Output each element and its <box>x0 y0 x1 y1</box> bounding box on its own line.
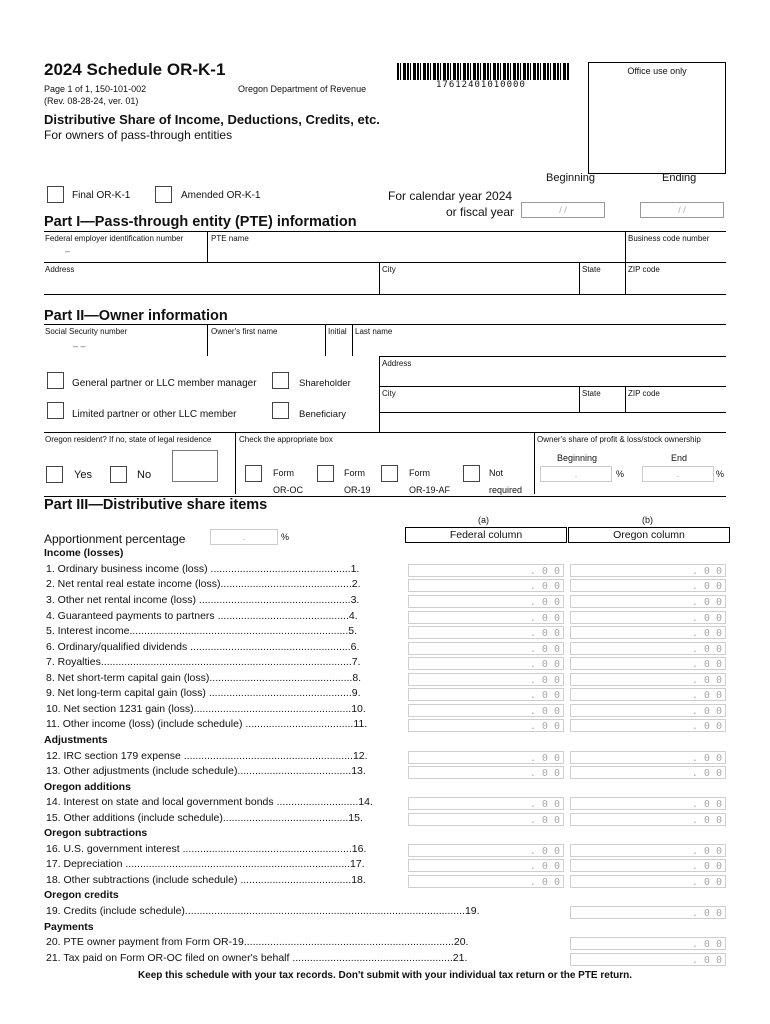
oregon-column-header: Oregon column <box>568 527 730 543</box>
final-checkbox[interactable] <box>47 186 64 203</box>
line-4-oregon-input[interactable]: . 0 0 <box>570 611 726 624</box>
line-10-label: 10. Net section 1231 gain (loss)......................................................10. <box>46 703 366 715</box>
first-name-label: Owner's first name <box>211 327 278 336</box>
pte-address-input[interactable] <box>45 277 375 292</box>
ownership-beginning-input[interactable]: . <box>540 466 612 482</box>
part2-title: Part II—Owner information <box>44 308 228 324</box>
form-heading: Distributive Share of Income, Deductions, Credits, etc. <box>44 112 380 127</box>
divider <box>44 294 726 295</box>
pct-sign: % <box>716 469 725 479</box>
divider <box>325 324 326 356</box>
divider <box>379 386 726 387</box>
line-16-oregon-input[interactable]: . 0 0 <box>570 844 726 857</box>
line-17-federal-input[interactable]: . 0 0 <box>408 859 564 872</box>
business-code-label: Business code number <box>628 234 710 243</box>
final-label: Final OR-K-1 <box>72 190 131 201</box>
line-4-label: 4. Guaranteed payments to partners .............................................4. <box>46 610 358 622</box>
ssn-input[interactable]: – – <box>73 341 86 351</box>
divider <box>207 231 208 262</box>
divider <box>352 324 353 356</box>
divider <box>44 262 726 263</box>
divider <box>625 262 626 294</box>
divider <box>379 356 726 357</box>
ownership-end-label: End <box>671 453 688 463</box>
line-10-oregon-input[interactable]: . 0 0 <box>570 704 726 717</box>
calendar-year-label: For calendar year 2024 <box>388 189 513 203</box>
line-14-label: 14. Interest on state and local government bonds ............................14. <box>46 796 373 808</box>
not-required-label-2: required <box>489 485 523 495</box>
line-19-oregon-input[interactable]: . 0 0 <box>570 906 726 919</box>
form-oroc-checkbox[interactable] <box>245 465 262 482</box>
divider <box>44 231 726 232</box>
apportionment-pct-sign: % <box>281 532 290 542</box>
general-partner-label: General partner or LLC member manager <box>72 378 257 389</box>
barcode <box>397 63 569 80</box>
apportionment-input[interactable]: . <box>210 529 278 545</box>
fein-label: Federal employer identification number <box>45 234 184 243</box>
line-14-oregon-input[interactable]: . 0 0 <box>570 797 726 810</box>
line-6-federal-input[interactable]: . 0 0 <box>408 642 564 655</box>
divider <box>44 496 726 497</box>
line-12-federal-input[interactable]: . 0 0 <box>408 751 564 764</box>
col-b-letter: (b) <box>642 515 653 525</box>
divider <box>379 412 726 413</box>
pte-city-input[interactable] <box>382 277 576 292</box>
divider <box>207 324 208 356</box>
line-16-federal-input[interactable]: . 0 0 <box>408 844 564 857</box>
fein-input[interactable]: – <box>65 246 71 256</box>
resident-no-checkbox[interactable] <box>110 466 127 483</box>
pte-name-label: PTE name <box>211 234 249 243</box>
state-of-residence-input[interactable] <box>172 450 218 482</box>
divider <box>379 262 380 294</box>
form-or19-label-2: OR-19 <box>344 485 371 495</box>
pte-state-label: State <box>582 265 601 274</box>
line-20-oregon-input[interactable]: . 0 0 <box>570 937 726 950</box>
part1-title: Part I—Pass-through entity (PTE) information <box>44 214 357 230</box>
line-7-federal-input[interactable]: . 0 0 <box>408 657 564 670</box>
check-appropriate-label: Check the appropriate box <box>239 435 333 444</box>
line-11-oregon-input[interactable]: . 0 0 <box>570 719 726 732</box>
line-5-oregon-input[interactable]: . 0 0 <box>570 626 726 639</box>
general-partner-checkbox[interactable] <box>47 372 64 389</box>
fiscal-year-label: or fiscal year <box>446 205 515 219</box>
owner-zip-input[interactable] <box>628 399 724 411</box>
line-2-label: 2. Net rental real estate income (loss).............................................2. <box>46 578 361 590</box>
divider <box>379 356 380 432</box>
line-3-federal-input[interactable]: . 0 0 <box>408 595 564 608</box>
line-14-federal-input[interactable]: . 0 0 <box>408 797 564 810</box>
initial-label: Initial <box>328 327 347 336</box>
ending-label: Ending <box>662 172 697 184</box>
initial-input[interactable] <box>328 341 350 355</box>
line-6-label: 6. Ordinary/qualified dividends .......................................................6. <box>46 641 360 653</box>
limited-partner-label: Limited partner or other LLC member <box>72 409 237 420</box>
last-name-input[interactable] <box>355 341 723 355</box>
limited-partner-checkbox[interactable] <box>47 402 64 419</box>
pte-city-label: City <box>382 265 396 274</box>
owner-city-input[interactable] <box>382 399 576 411</box>
page-info: Page 1 of 1, 150-101-002 <box>44 84 147 94</box>
form-oroc-label-2: OR-OC <box>273 485 303 495</box>
fiscal-begin-field[interactable]: / / <box>521 202 605 218</box>
footer-note: Keep this schedule with your tax records. Don't submit with your individual tax return or the PTE return. <box>137 970 633 981</box>
barcode-number: 17612401010000 <box>436 80 526 90</box>
line-5-label: 5. Interest income...........................................................................5. <box>46 625 358 637</box>
form-subheading: For owners of pass-through entities <box>44 128 233 142</box>
section-heading-credits: Oregon credits <box>44 889 119 901</box>
line-10-federal-input[interactable]: . 0 0 <box>408 704 564 717</box>
line-16-label: 16. U.S. government interest ..........................................................16. <box>46 843 367 855</box>
business-code-input[interactable] <box>628 246 724 260</box>
part3-title: Part III—Distributive share items <box>44 497 268 513</box>
line-1-federal-input[interactable]: . 0 0 <box>408 564 564 577</box>
line-9-oregon-input[interactable]: . 0 0 <box>570 688 726 701</box>
beneficiary-label: Beneficiary <box>299 409 346 420</box>
department: Oregon Department of Revenue <box>238 84 367 94</box>
divider <box>625 231 626 262</box>
fiscal-end-field[interactable]: / / <box>640 202 724 218</box>
line-20-label: 20. PTE owner payment from Form OR-19........................................................................20. <box>46 936 469 948</box>
line-13-oregon-input[interactable]: . 0 0 <box>570 766 726 779</box>
first-name-input[interactable] <box>210 341 322 355</box>
not-required-label-1: Not <box>489 468 504 478</box>
divider <box>579 386 580 412</box>
divider <box>235 432 236 494</box>
line-15-oregon-input[interactable]: . 0 0 <box>570 813 726 826</box>
owner-state-label: State <box>582 389 601 398</box>
line-7-oregon-input[interactable]: . 0 0 <box>570 657 726 670</box>
line-17-label: 17. Depreciation .............................................................................17. <box>46 858 365 870</box>
line-18-oregon-input[interactable]: . 0 0 <box>570 875 726 888</box>
amended-label: Amended OR-K-1 <box>181 190 261 201</box>
pte-zip-label: ZIP code <box>628 265 660 274</box>
office-use-label: Office use only <box>627 66 687 76</box>
owner-address-input[interactable] <box>382 369 724 383</box>
divider <box>579 262 580 294</box>
pte-zip-input[interactable] <box>628 277 724 292</box>
line-1-oregon-input[interactable]: . 0 0 <box>570 564 726 577</box>
line-18-federal-input[interactable]: . 0 0 <box>408 875 564 888</box>
apportionment-label: Apportionment percentage <box>44 532 186 546</box>
divider <box>44 432 726 433</box>
line-12-label: 12. IRC section 179 expense ..........................................................12. <box>46 750 368 762</box>
line-2-federal-input[interactable]: . 0 0 <box>408 579 564 592</box>
owner-address-label: Address <box>382 359 412 368</box>
beneficiary-checkbox[interactable] <box>272 402 289 419</box>
line-6-oregon-input[interactable]: . 0 0 <box>570 642 726 655</box>
divider <box>625 386 626 412</box>
revision: (Rev. 08-28-24, ver. 01) <box>44 96 139 106</box>
section-heading-subtractions: Oregon subtractions <box>44 827 148 839</box>
section-heading-payments: Payments <box>44 921 94 933</box>
shareholder-label: Shareholder <box>299 378 351 389</box>
line-9-federal-input[interactable]: . 0 0 <box>408 688 564 701</box>
owner-state-input[interactable] <box>582 399 622 411</box>
line-21-oregon-input[interactable]: . 0 0 <box>570 953 726 966</box>
pte-state-input[interactable] <box>582 277 622 292</box>
divider <box>534 432 535 494</box>
line-9-label: 9. Net long-term capital gain (loss) .................................................9. <box>46 687 361 699</box>
shareholder-checkbox[interactable] <box>272 372 289 389</box>
line-11-federal-input[interactable]: . 0 0 <box>408 719 564 732</box>
pte-name-input[interactable] <box>210 246 622 260</box>
line-21-label: 21. Tax paid on Form OR-OC filed on owner's behalf .......................................................21. <box>46 952 468 964</box>
ownership-label: Owner's share of profit & loss/stock ownership <box>537 435 701 444</box>
line-8-label: 8. Net short-term capital gain (loss).................................................8. <box>46 672 362 684</box>
form-or19af-label-2: OR-19-AF <box>409 485 451 495</box>
line-19-label: 19. Credits (include schedule)................................................................................................19. <box>46 905 480 917</box>
line-13-federal-input[interactable]: . 0 0 <box>408 766 564 779</box>
form-or19af-label-1: Form <box>409 468 430 478</box>
line-1-label: 1. Ordinary business income (loss) ................................................1. <box>46 563 360 575</box>
owner-zip-label: ZIP code <box>628 389 660 398</box>
owner-city-label: City <box>382 389 396 398</box>
line-11-label: 11. Other income (loss) (include schedule) .....................................11. <box>46 718 368 730</box>
form-or19af-checkbox[interactable] <box>381 465 398 482</box>
line-12-oregon-input[interactable]: . 0 0 <box>570 751 726 764</box>
line-5-federal-input[interactable]: . 0 0 <box>408 626 564 639</box>
col-a-letter: (a) <box>478 515 489 525</box>
resident-no-label: No <box>137 469 152 481</box>
section-heading-adjustments: Adjustments <box>44 734 108 746</box>
last-name-label: Last name <box>355 327 393 336</box>
form-or19-checkbox[interactable] <box>317 465 334 482</box>
oregon-resident-label: Oregon resident? If no, state of legal residence <box>45 435 212 444</box>
not-required-checkbox[interactable] <box>463 465 480 482</box>
line-8-oregon-input[interactable]: . 0 0 <box>570 673 726 686</box>
ssn-label: Social Security number <box>45 327 128 336</box>
section-heading-additions: Oregon additions <box>44 781 131 793</box>
resident-yes-checkbox[interactable] <box>46 466 63 483</box>
line-4-federal-input[interactable]: . 0 0 <box>408 611 564 624</box>
section-heading-income: Income (losses) <box>44 547 124 559</box>
line-3-oregon-input[interactable]: . 0 0 <box>570 595 726 608</box>
line-2-oregon-input[interactable]: . 0 0 <box>570 579 726 592</box>
ownership-beginning-label: Beginning <box>557 453 598 463</box>
form-title: 2024 Schedule OR-K-1 <box>44 60 226 79</box>
line-15-label: 15. Other additions (include schedule)...........................................15. <box>46 812 363 824</box>
line-15-federal-input[interactable]: . 0 0 <box>408 813 564 826</box>
beginning-label: Beginning <box>546 172 595 184</box>
office-use-box <box>588 62 726 174</box>
amended-checkbox[interactable] <box>155 186 172 203</box>
line-13-label: 13. Other adjustments (include schedule).......................................13. <box>46 765 366 777</box>
line-7-label: 7. Royalties......................................................................................7. <box>46 656 361 668</box>
form-oroc-label-1: Form <box>273 468 294 478</box>
federal-column-header: Federal column <box>405 527 567 543</box>
ownership-end-input[interactable]: . <box>642 466 714 482</box>
divider <box>44 324 726 325</box>
pct-sign: % <box>616 469 625 479</box>
form-or19-label-1: Form <box>344 468 365 478</box>
line-17-oregon-input[interactable]: . 0 0 <box>570 859 726 872</box>
line-3-label: 3. Other net rental income (loss) ....................................................3. <box>46 594 360 606</box>
resident-yes-label: Yes <box>74 469 92 481</box>
line-18-label: 18. Other subtractions (include schedule) ......................................18. <box>46 874 366 886</box>
pte-address-label: Address <box>45 265 75 274</box>
line-8-federal-input[interactable]: . 0 0 <box>408 673 564 686</box>
